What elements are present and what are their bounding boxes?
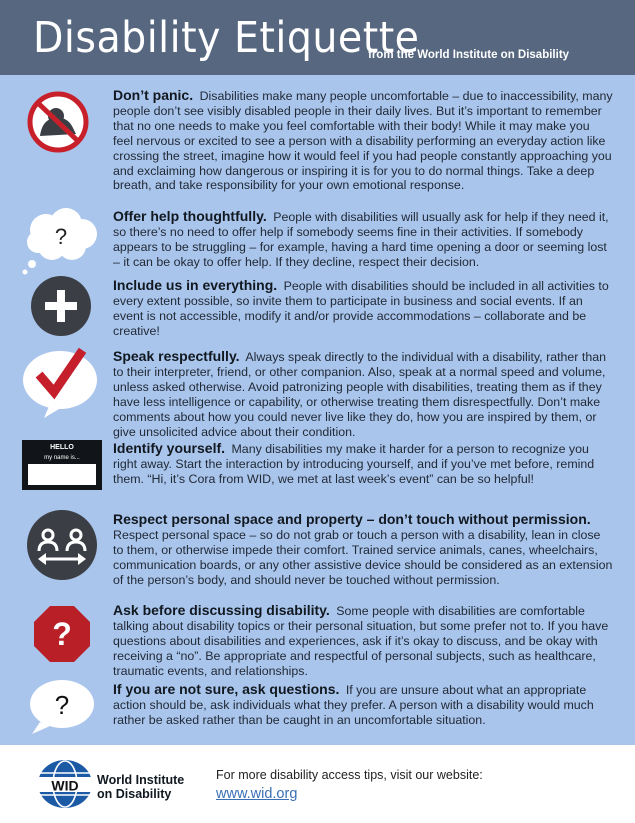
section-heading: Identify yourself. [113, 440, 226, 456]
name-tag-caption: my name is... [44, 455, 80, 461]
section-heading: Speak respectfully. [113, 348, 240, 364]
footer [0, 745, 635, 823]
svg-text:?: ? [54, 224, 68, 249]
section-body: Many disabilities my make it harder for a person to recognize you right away. Start the interaction by introducing yourself, and if you’ve met before, remind them. “Hi, it’s Cora from WID, we met at last week’s event” can be so helpful! [113, 442, 595, 486]
name-tag-icon [22, 440, 102, 495]
section-personal-space [113, 512, 613, 588]
section-body: Disabilities make many people uncomfortable – due to inaccessibility, many people don’t see visibly disabled people in their daily lives. But it’s important to remember that no one needs to make you feel comfortable with their body! While it may make you feel nervous or excited to see a person with a disability performing an everyday action like crossing the street, imagine how it would feel if you had people constantly approaching you and exclaiming how dangerous or inspiring it is for you to do normal things. Take a deep breath, and take responsibility for your own emotional response. [113, 89, 613, 193]
section-offer-help [113, 209, 613, 270]
section-body: People with disabilities will usually ask for help if they need it, so there’s no need to offer help if somebody seems fine in their activities. If somebody appears to be struggling – for example, having a hard time opening a door or seeming lost – it can be okay to offer help. If they decline, respect their decision. [113, 210, 609, 269]
section-heading: Ask before discussing disability. [113, 602, 330, 618]
section-ask-questions [113, 682, 613, 728]
section-heading: Include us in everything. [113, 277, 278, 293]
section-dont-panic [113, 88, 613, 193]
section-heading: If you are not sure, ask questions. [113, 681, 340, 697]
org-name-line-2: on Disability [97, 787, 172, 801]
page-title: Disability Etiquette [33, 13, 420, 63]
name-tag-hello: HELLO [50, 444, 74, 451]
section-body: If you are unsure about what an appropriate action should be, ask individuals what they prefer. A person with a disability would much rather be asked rather than be caught in an uncomfortable situation. [113, 683, 594, 727]
checkmark-speech-bubble-icon [20, 346, 100, 425]
section-ask-before-discussing [113, 603, 613, 679]
personal-space-icon [26, 509, 98, 586]
section-heading: Respect personal space and property – don’t touch without permission. [113, 511, 591, 527]
section-include-us [113, 278, 613, 339]
question-speech-bubble-icon [26, 678, 96, 743]
logo-text: WID [51, 777, 79, 794]
svg-text:?: ? [52, 616, 72, 652]
question-thought-bubble-icon [18, 206, 106, 281]
svg-text:?: ? [54, 690, 70, 720]
footer-cta: For more disability access tips, visit our website: [216, 768, 483, 782]
section-body: Some people with disabilities are comfortable talking about disability topics or their personal situation, but some prefer not to. If you have questions about disabilities and experiences, ask if it’s okay to discuss, and be okay with receiving a “no”. Be appropriate and respectful of personal subjects, such as healthcare, traumatic events, and relationships. [113, 604, 609, 678]
website-link[interactable]: www.wid.org [216, 786, 298, 802]
wid-globe-logo [36, 759, 94, 814]
question-stop-sign-icon [33, 605, 91, 668]
section-speak-respectfully [113, 349, 613, 439]
section-heading: Offer help thoughtfully. [113, 208, 267, 224]
plus-circle-icon [30, 275, 92, 342]
org-name-line-1: World Institute [97, 773, 185, 787]
section-body: People with disabilities should be included in all activities to every extent possible, so invite them to participate in business and social events. If an event is not accessible, modify it and/or provide accommodations – collaborate and be creative! [113, 279, 609, 338]
section-identify-yourself [113, 441, 613, 487]
org-name [97, 773, 184, 801]
section-body: Always speak directly to the individual with a disability, rather than to their interpreter, friend, or other companion. Also, speak at a normal speed and volume, unless asked otherwise. Avoid patronizing people with disabilities, treating them as if they have less intelligence or capability, or otherwise treating them disrespectfully. Don’t make comments about how you could never live like they do, how you are inspired by them, or give unsolicited advice about their condition. [113, 350, 606, 439]
no-panic-icon [26, 90, 90, 159]
section-heading: Don’t panic. [113, 87, 194, 103]
page-subtitle: from the World Institute on Disability [368, 49, 570, 61]
section-body: Respect personal space – so do not grab or touch a person with a disability, lean in close to them, or otherwise impede their comfort. Trained service animals, canes, wheelchairs, communication boards, or any other assistive device should be considered as an extension of the person’s body, and should never be touched without permission. [113, 527, 613, 587]
header-bar [0, 0, 635, 75]
